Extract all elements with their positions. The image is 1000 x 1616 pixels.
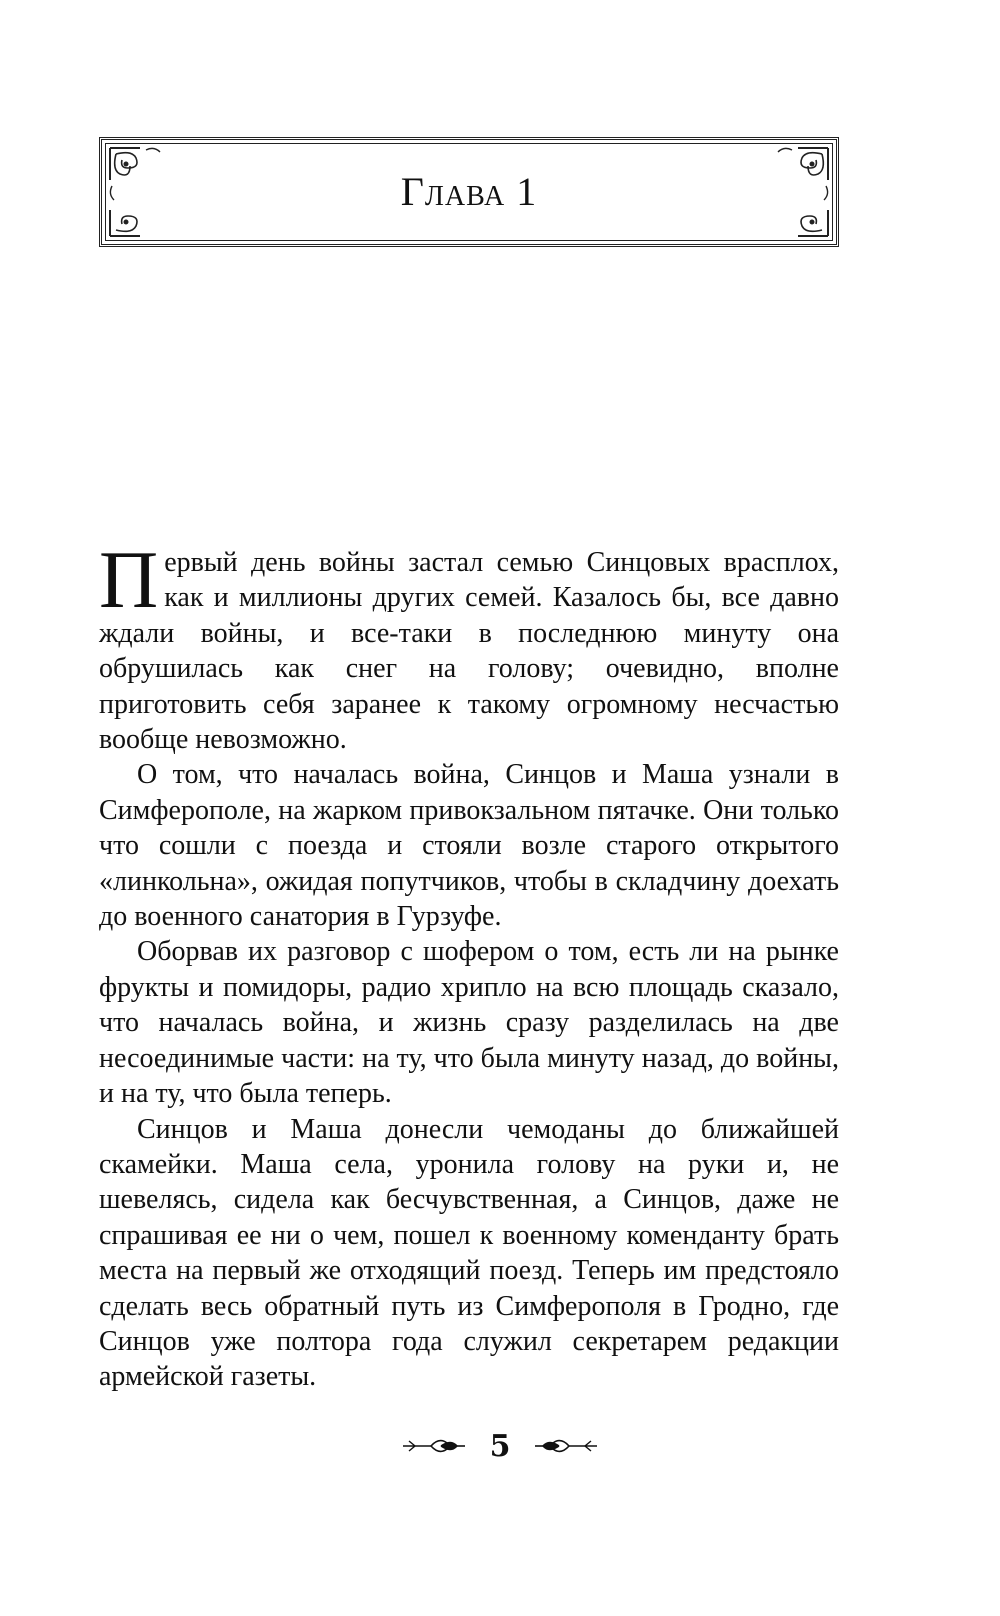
paragraph-text: ервый день войны застал семью Синцовых врасплох, как и миллионы других семей. Казалось бы, все давно ждали войны, и все-таки в последнюю минуту она обрушилась как снег на голову; очевидно, вполне приготовить себя заранее к такому огромному несчастью вообще невозможно. xyxy=(99,547,839,756)
body-text xyxy=(99,534,839,1395)
page-number: 5 xyxy=(489,1428,511,1464)
chapter-title: Глава 1 xyxy=(400,169,538,214)
paragraph: О том, что началась война, Синцов и Маша узнали в Симферополе, на жарком привокзальном пятачке. Они только что сошли с поезда и стояли возле старого открытого «линкольна», ожидая попутчиков, чтобы в складчину доехать до военного санатория в Гурзуфе. xyxy=(99,759,839,933)
paragraph: Синцов и Маша донесли чемоданы до ближайшей скамейки. Маша села, уронила голову на руки и, не шевелясь, сидела как бесчувственная, а Синцов, даже не спрашивая ее ни о чем, пошел к военному коменданту брать места на первый же отходящий поезд. Теперь им предстояло сделать весь обратный путь из Симферополя в Гродно, где Синцов уже полтора года служил секретарем редакции армейской газеты. xyxy=(99,1113,839,1393)
drop-cap: П xyxy=(99,534,159,625)
chapter-heading-frame xyxy=(99,137,839,247)
paragraph: Оборвав их разговор с шофером о том, есть ли на рынке фрукты и помидоры, радио хрипло на всю площадь сказало, что началась война, и жизнь сразу разделилась на две несоединимые части: на ту, что была минуту назад, до войны, и на ту, что была теперь. xyxy=(99,936,839,1110)
ornament-right-icon xyxy=(533,1435,599,1457)
ornament-left-icon xyxy=(401,1435,467,1457)
page-footer xyxy=(0,1427,1000,1464)
paragraph xyxy=(99,534,839,757)
